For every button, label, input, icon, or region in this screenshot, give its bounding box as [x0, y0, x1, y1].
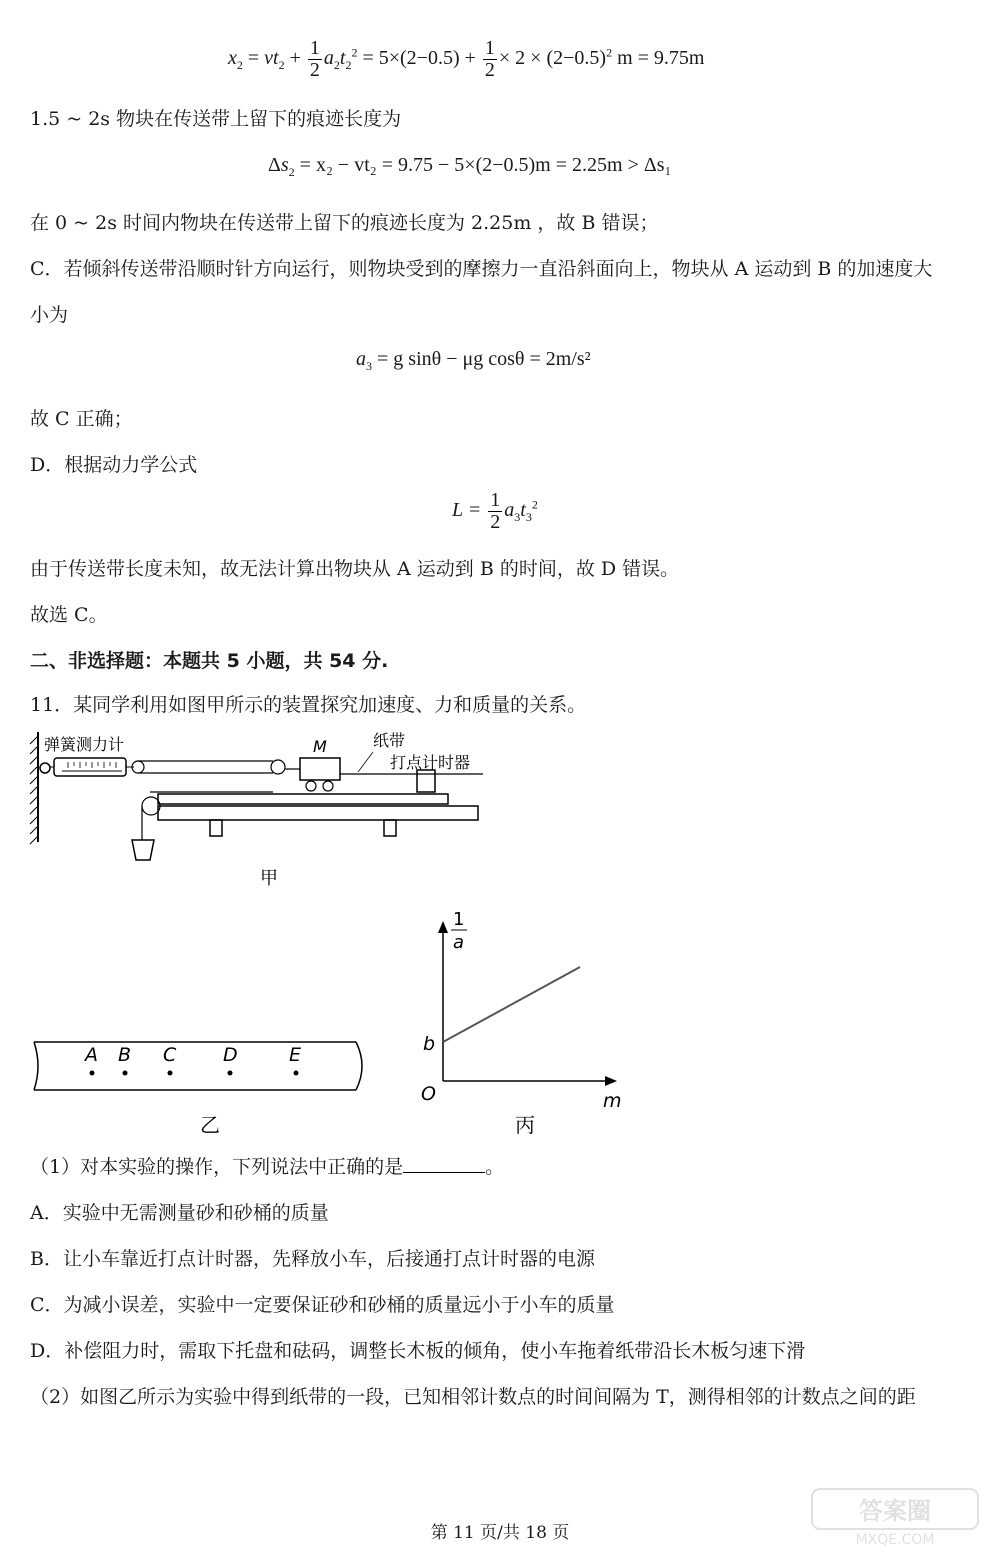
point-label-e: E: [289, 1044, 302, 1066]
equation-x2: $x_2 = vt_2$ + $\frac{1}{2}$ $a_2t_2^2 = 5\times(2-0.5)$ + $\frac{1}{2}$ × $2 \times (2-0.5)^2$ m = 9.75m: [228, 37, 705, 81]
y-label-den: a: [453, 932, 465, 953]
point-label-b: B: [118, 1044, 132, 1066]
option-d: D．补偿阻力时，需取下托盘和砝码，调整长木板的倾角，使小车拖着纸带沿长木板匀速下滑: [30, 1340, 806, 1362]
label-timer: 打点计时器: [390, 753, 471, 772]
question-11-2: （2）如图乙所示为实验中得到纸带的一段，已知相邻计数点的时间间隔为 T，测得相邻的计数点之间的距: [30, 1386, 916, 1408]
paragraph-2: 在 0 ~ 2s 时间内物块在传送带上留下的痕迹长度为 2.25m ，故 B 错误；: [30, 212, 659, 234]
caption-bing: 丙: [515, 1113, 535, 1137]
point-label-a: A: [85, 1044, 98, 1066]
tape-dot-e: [294, 1071, 299, 1076]
tape-dot-a: [90, 1071, 95, 1076]
tape-dot-d: [228, 1071, 233, 1076]
page-footer: 第 11 页/共 18 页: [430, 1523, 570, 1543]
point-label-d: D: [223, 1044, 238, 1066]
x-label: m: [603, 1090, 622, 1112]
question-11: 11．某同学利用如图甲所示的装置探究加速度、力和质量的关系。: [30, 694, 587, 716]
question-11-1: （1）对本实验的操作，下列说法中正确的是 。: [30, 1156, 505, 1178]
answer-blank[interactable]: [403, 1154, 485, 1173]
spring-scale: [54, 758, 126, 776]
equation-a3: $a_3 = g$ sinθ − μg cosθ = 2m/s²: [356, 348, 591, 373]
paragraph-7: 由于传送带长度未知，故无法计算出物块从 A 运动到 B 的时间，故 D 错误。: [30, 558, 680, 580]
option-a: A．实验中无需测量砂和砂桶的质量: [30, 1202, 329, 1224]
figure-jia: [28, 724, 498, 894]
watermark-logo: [810, 1487, 980, 1547]
paragraph-8: 故选 C。: [30, 604, 108, 626]
option-b: B．让小车靠近打点计时器，先释放小车，后接通打点计时器的电源: [30, 1248, 595, 1270]
option-c: C．为减小误差，实验中一定要保证砂和砂桶的质量远小于小车的质量: [30, 1294, 615, 1316]
label-spring-scale: 弹簧测力计: [44, 735, 125, 754]
y-label-num: 1: [453, 909, 465, 930]
paragraph-3: C．若倾斜传送带沿顺时针方向运行，则物块受到的摩擦力一直沿斜面向上，物块从 A 运动到 B 的加速度大: [30, 258, 933, 280]
cart: [300, 758, 340, 780]
label-tape: 纸带: [373, 731, 406, 750]
tape-dot-c: [168, 1071, 173, 1076]
paragraph-6: D．根据动力学公式: [30, 454, 198, 476]
paragraph-5: 故 C 正确；: [30, 408, 133, 430]
caption-jia: 甲: [260, 868, 278, 889]
svg-text:MXQE.COM: MXQE.COM: [855, 1532, 935, 1547]
svg-text:答案圈: 答案圈: [859, 1497, 931, 1525]
figure-yi: [28, 1030, 378, 1140]
equation-L: L = $\frac{1}{2}$ $a_3t_3^2$: [452, 489, 538, 533]
caption-yi: 乙: [200, 1113, 220, 1137]
graph-line: [443, 967, 580, 1042]
dot-timer: [417, 770, 435, 792]
intercept-label: b: [423, 1033, 436, 1055]
tape-dot-b: [123, 1071, 128, 1076]
point-label-c: C: [163, 1044, 177, 1066]
figure-bing: [415, 905, 635, 1140]
sand-bucket: [132, 840, 154, 860]
section-heading: 二、非选择题：本题共 5 小题，共 54 分.: [30, 650, 389, 672]
origin-label: O: [421, 1083, 436, 1105]
paragraph-1: 1.5 ~ 2s 物块在传送带上留下的痕迹长度为: [30, 108, 402, 130]
label-mass: M: [313, 737, 327, 756]
equation-delta-s2: $\Delta s_2 = x_2 - vt_2 = 9.75 - 5\times(2-0.5)m = 2.25m > \Delta s_1$: [268, 154, 672, 179]
paragraph-4: 小为: [30, 304, 69, 326]
